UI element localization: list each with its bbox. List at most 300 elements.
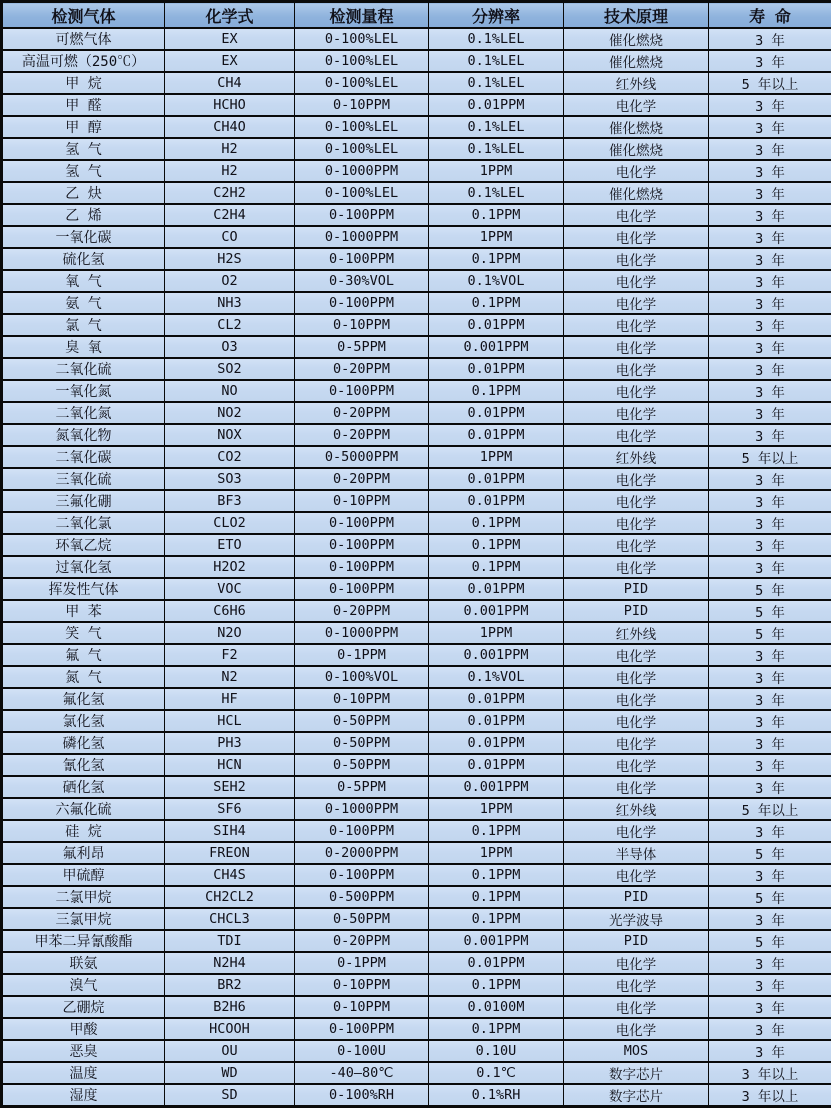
table-cell: N2O [165,622,295,644]
table-cell: 3 年 [709,138,831,160]
col-header-formula: 化学式 [165,2,295,29]
table-cell: 1PPM [429,798,564,820]
table-cell: N2H4 [165,952,295,974]
table-cell: 笑 气 [2,622,165,644]
table-cell: 数字芯片 [564,1062,709,1084]
table-row [2,578,831,600]
table-cell: -40—80℃ [295,1062,429,1084]
table-cell: OU [165,1040,295,1062]
table-cell: 3 年 [709,908,831,930]
table-row [2,996,831,1018]
table-cell: 0-100PPM [295,534,429,556]
table-cell: 光学波导 [564,908,709,930]
col-header-range: 检测量程 [295,2,429,29]
table-cell: 0.001PPM [429,776,564,798]
table-cell: 3 年 [709,116,831,138]
table-cell: 0.1%LEL [429,138,564,160]
table-cell: 3 年 [709,182,831,204]
table-cell: 催化燃烧 [564,28,709,50]
table-cell: 0.1PPM [429,248,564,270]
table-cell: 3 年 [709,952,831,974]
table-cell: 0-100%LEL [295,116,429,138]
table-cell: 电化学 [564,292,709,314]
table-cell: 5 年以上 [709,798,831,820]
table-cell: 电化学 [564,94,709,116]
table-cell: F2 [165,644,295,666]
table-cell: 3 年 [709,468,831,490]
table-cell: 0.1%VOL [429,666,564,688]
table-row [2,1062,831,1084]
table-cell: SF6 [165,798,295,820]
table-row [2,754,831,776]
table-cell: 0-100PPM [295,864,429,886]
table-cell: WD [165,1062,295,1084]
table-cell: 电化学 [564,1018,709,1040]
table-row [2,622,831,644]
table-cell: 电化学 [564,160,709,182]
table-cell: 氟 气 [2,644,165,666]
col-header-lifespan: 寿 命 [709,2,831,29]
table-cell: 0.1%LEL [429,50,564,72]
table-cell: 3 年 [709,776,831,798]
table-cell: 电化学 [564,644,709,666]
table-cell: 湿度 [2,1084,165,1107]
table-cell: HCL [165,710,295,732]
table-cell: 3 年 [709,710,831,732]
table-cell: 电化学 [564,248,709,270]
table-row [2,1084,831,1107]
table-cell: 0-10PPM [295,974,429,996]
table-cell: 0.1PPM [429,886,564,908]
table-cell: HCN [165,754,295,776]
table-cell: 3 年 [709,644,831,666]
table-cell: 氧 气 [2,270,165,292]
table-cell: 0.001PPM [429,336,564,358]
table-cell: 电化学 [564,688,709,710]
table-row [2,732,831,754]
table-cell: 0.1%LEL [429,72,564,94]
table-row [2,534,831,556]
table-cell: 高温可燃（250℃） [2,50,165,72]
table-cell: 0.1%VOL [429,270,564,292]
table-cell: CH4 [165,72,295,94]
table-cell: 3 年 [709,864,831,886]
table-cell: 0.1PPM [429,908,564,930]
table-row [2,380,831,402]
col-header-principle: 技术原理 [564,2,709,29]
table-row [2,798,831,820]
table-cell: 甲 苯 [2,600,165,622]
table-cell: 0-20PPM [295,468,429,490]
table-cell: SO3 [165,468,295,490]
table-cell: 电化学 [564,776,709,798]
table-cell: 0-100PPM [295,380,429,402]
table-cell: 0-2000PPM [295,842,429,864]
table-cell: 0-10PPM [295,490,429,512]
table-cell: O3 [165,336,295,358]
table-row [2,1018,831,1040]
table-row [2,468,831,490]
table-cell: 0-5000PPM [295,446,429,468]
table-cell: 电化学 [564,710,709,732]
table-cell: 电化学 [564,314,709,336]
table-row [2,710,831,732]
table-cell: 5 年 [709,600,831,622]
table-cell: 1PPM [429,446,564,468]
table-cell: 5 年以上 [709,446,831,468]
table-row [2,512,831,534]
table-cell: 3 年 [709,1018,831,1040]
table-cell: 0.1℃ [429,1062,564,1084]
table-cell: 1PPM [429,622,564,644]
table-cell: CH4O [165,116,295,138]
table-cell: MOS [564,1040,709,1062]
table-cell: 红外线 [564,798,709,820]
table-cell: 5 年 [709,886,831,908]
table-cell: NO [165,380,295,402]
table-cell: NH3 [165,292,295,314]
table-cell: 0-100PPM [295,512,429,534]
table-cell: 1PPM [429,160,564,182]
table-cell: O2 [165,270,295,292]
table-row [2,490,831,512]
table-cell: CHCL3 [165,908,295,930]
table-row [2,600,831,622]
table-cell: 0.01PPM [429,358,564,380]
table-cell: 0.10U [429,1040,564,1062]
table-cell: 0.01PPM [429,754,564,776]
table-cell: 0-100%RH [295,1084,429,1107]
table-cell: 3 年 [709,974,831,996]
table-cell: 3 年 [709,534,831,556]
table-cell: 联氨 [2,952,165,974]
table-cell: 环氧乙烷 [2,534,165,556]
table-cell: 0.01PPM [429,314,564,336]
table-cell: FREON [165,842,295,864]
table-cell: 一氧化碳 [2,226,165,248]
table-cell: C2H4 [165,204,295,226]
table-cell: 3 年 [709,490,831,512]
table-row [2,886,831,908]
table-cell: 1PPM [429,842,564,864]
col-header-resolution: 分辨率 [429,2,564,29]
table-cell: 0-30%VOL [295,270,429,292]
table-cell: 甲酸 [2,1018,165,1040]
table-cell: 0.0100M [429,996,564,1018]
table-cell: 0-100U [295,1040,429,1062]
table-cell: 5 年 [709,930,831,952]
table-header [2,2,831,29]
table-cell: 硅 烷 [2,820,165,842]
table-cell: 3 年 [709,402,831,424]
table-row [2,842,831,864]
table-cell: 甲 醛 [2,94,165,116]
table-cell: 0-1000PPM [295,798,429,820]
table-cell: 0.01PPM [429,732,564,754]
table-row [2,336,831,358]
table-cell: 3 年以上 [709,1084,831,1107]
table-cell: 半导体 [564,842,709,864]
table-cell: 二氯甲烷 [2,886,165,908]
table-cell: 乙 炔 [2,182,165,204]
table-cell: 0.1PPM [429,820,564,842]
table-row [2,1040,831,1062]
table-cell: 0-1000PPM [295,160,429,182]
table-cell: 溴气 [2,974,165,996]
table-cell: H2S [165,248,295,270]
table-row [2,644,831,666]
table-row [2,138,831,160]
table-cell: 电化学 [564,204,709,226]
table-cell: 红外线 [564,446,709,468]
table-cell: BF3 [165,490,295,512]
table-cell: 氟利昂 [2,842,165,864]
table-cell: 0-50PPM [295,908,429,930]
table-cell: 0-50PPM [295,754,429,776]
table-cell: 乙硼烷 [2,996,165,1018]
table-row [2,94,831,116]
table-cell: 0.1PPM [429,974,564,996]
table-cell: 3 年 [709,50,831,72]
table-cell: 3 年 [709,380,831,402]
table-cell: PH3 [165,732,295,754]
table-cell: 臭 氧 [2,336,165,358]
table-cell: HCHO [165,94,295,116]
table-cell: 红外线 [564,72,709,94]
table-cell: 3 年 [709,666,831,688]
table-row [2,974,831,996]
table-cell: 甲硫醇 [2,864,165,886]
table-cell: 催化燃烧 [564,138,709,160]
table-cell: 3 年 [709,226,831,248]
table-cell: 甲苯二异氰酸酯 [2,930,165,952]
table-cell: 0-100PPM [295,820,429,842]
table-cell: 催化燃烧 [564,50,709,72]
table-cell: 0.1PPM [429,864,564,886]
table-row [2,204,831,226]
table-cell: 氨 气 [2,292,165,314]
table-cell: 0-20PPM [295,424,429,446]
table-row [2,930,831,952]
table-cell: H2 [165,138,295,160]
table-cell: 5 年 [709,622,831,644]
table-cell: 氮氧化物 [2,424,165,446]
table-row [2,688,831,710]
table-cell: B2H6 [165,996,295,1018]
table-cell: 0.01PPM [429,490,564,512]
table-cell: 红外线 [564,622,709,644]
table-cell: 3 年 [709,358,831,380]
table-cell: 3 年 [709,94,831,116]
table-cell: 0-20PPM [295,930,429,952]
table-cell: 硫化氢 [2,248,165,270]
table-cell: 0.01PPM [429,952,564,974]
table-cell: SEH2 [165,776,295,798]
table-cell: CO2 [165,446,295,468]
table-cell: CLO2 [165,512,295,534]
table-row [2,446,831,468]
table-cell: 3 年 [709,424,831,446]
table-cell: 3 年 [709,556,831,578]
table-cell: 电化学 [564,864,709,886]
table-row [2,50,831,72]
table-cell: 3 年 [709,820,831,842]
table-cell: 三氯甲烷 [2,908,165,930]
table-cell: 0-100%LEL [295,182,429,204]
table-cell: 氯化氢 [2,710,165,732]
table-cell: 电化学 [564,820,709,842]
table-cell: 0-500PPM [295,886,429,908]
table-cell: 0-10PPM [295,688,429,710]
table-cell: 0-10PPM [295,996,429,1018]
table-cell: H2O2 [165,556,295,578]
table-cell: 0.1PPM [429,512,564,534]
table-cell: 3 年 [709,28,831,50]
table-row [2,402,831,424]
table-cell: 电化学 [564,512,709,534]
table-cell: 可燃气体 [2,28,165,50]
table-cell: 硒化氢 [2,776,165,798]
table-cell: C2H2 [165,182,295,204]
table-cell: 恶臭 [2,1040,165,1062]
table-cell: 数字芯片 [564,1084,709,1107]
table-cell: 0-100PPM [295,556,429,578]
table-cell: 0-10PPM [295,314,429,336]
table-cell: 甲 醇 [2,116,165,138]
table-row [2,556,831,578]
table-cell: 0.01PPM [429,468,564,490]
table-cell: 3 年以上 [709,1062,831,1084]
table-cell: 0-1PPM [295,644,429,666]
table-cell: 3 年 [709,732,831,754]
table-cell: 温度 [2,1062,165,1084]
table-cell: 催化燃烧 [564,116,709,138]
table-cell: 催化燃烧 [564,182,709,204]
table-cell: 电化学 [564,380,709,402]
table-cell: 5 年以上 [709,72,831,94]
table-cell: CL2 [165,314,295,336]
table-cell: 氮 气 [2,666,165,688]
table-cell: EX [165,50,295,72]
table-cell: 3 年 [709,1040,831,1062]
table-row [2,116,831,138]
table-cell: 0.01PPM [429,688,564,710]
table-cell: 0-100PPM [295,204,429,226]
table-cell: BR2 [165,974,295,996]
table-cell: 0-100PPM [295,1018,429,1040]
header-row [2,2,831,29]
table-cell: 电化学 [564,358,709,380]
table-row [2,666,831,688]
table-row [2,72,831,94]
table-cell: NO2 [165,402,295,424]
table-cell: 0.01PPM [429,424,564,446]
table-cell: 二氧化氮 [2,402,165,424]
table-cell: 0.1PPM [429,204,564,226]
table-cell: 电化学 [564,270,709,292]
table-cell: 电化学 [564,226,709,248]
table-cell: 0-100%VOL [295,666,429,688]
table-cell: 电化学 [564,534,709,556]
table-cell: 氢 气 [2,138,165,160]
table-cell: 二氧化硫 [2,358,165,380]
table-cell: 0-100%LEL [295,72,429,94]
table-cell: 0.001PPM [429,600,564,622]
table-cell: 0-100%LEL [295,138,429,160]
table-cell: 三氟化硼 [2,490,165,512]
table-cell: 0.1PPM [429,292,564,314]
table-cell: 电化学 [564,424,709,446]
table-cell: 0.01PPM [429,94,564,116]
table-cell: 3 年 [709,204,831,226]
table-body [2,28,831,1107]
table-cell: 3 年 [709,160,831,182]
table-cell: PID [564,600,709,622]
table-cell: 3 年 [709,754,831,776]
table-cell: 0.01PPM [429,578,564,600]
table-cell: 0.01PPM [429,402,564,424]
table-cell: 0-1PPM [295,952,429,974]
table-cell: 0.1%LEL [429,182,564,204]
table-cell: N2 [165,666,295,688]
table-cell: 0-100PPM [295,292,429,314]
table-cell: 3 年 [709,270,831,292]
table-cell: 3 年 [709,336,831,358]
table-cell: CO [165,226,295,248]
table-cell: 电化学 [564,952,709,974]
table-cell: PID [564,886,709,908]
table-cell: 电化学 [564,666,709,688]
col-header-gas: 检测气体 [2,2,165,29]
table-cell: 电化学 [564,556,709,578]
table-cell: 5 年 [709,842,831,864]
table-cell: 电化学 [564,754,709,776]
table-cell: 0.01PPM [429,710,564,732]
table-cell: SO2 [165,358,295,380]
table-cell: CH2CL2 [165,886,295,908]
table-cell: 3 年 [709,314,831,336]
table-row [2,270,831,292]
table-row [2,424,831,446]
table-cell: 电化学 [564,996,709,1018]
table-cell: 3 年 [709,996,831,1018]
table-cell: 甲 烷 [2,72,165,94]
table-cell: 三氧化硫 [2,468,165,490]
table-cell: 3 年 [709,292,831,314]
table-cell: 电化学 [564,468,709,490]
table-cell: 0-5PPM [295,776,429,798]
table-cell: SIH4 [165,820,295,842]
table-row [2,248,831,270]
table-cell: 3 年 [709,512,831,534]
table-cell: 0-50PPM [295,732,429,754]
table-row [2,314,831,336]
table-cell: VOC [165,578,295,600]
table-row [2,160,831,182]
table-cell: C6H6 [165,600,295,622]
table-row [2,952,831,974]
table-row [2,358,831,380]
table-cell: PID [564,578,709,600]
table-cell: 氰化氢 [2,754,165,776]
table-cell: 0-5PPM [295,336,429,358]
table-cell: 过氧化氢 [2,556,165,578]
table-cell: 0-100%LEL [295,28,429,50]
table-cell: 0.1%RH [429,1084,564,1107]
table-cell: TDI [165,930,295,952]
table-cell: HCOOH [165,1018,295,1040]
table-cell: 0-1000PPM [295,226,429,248]
